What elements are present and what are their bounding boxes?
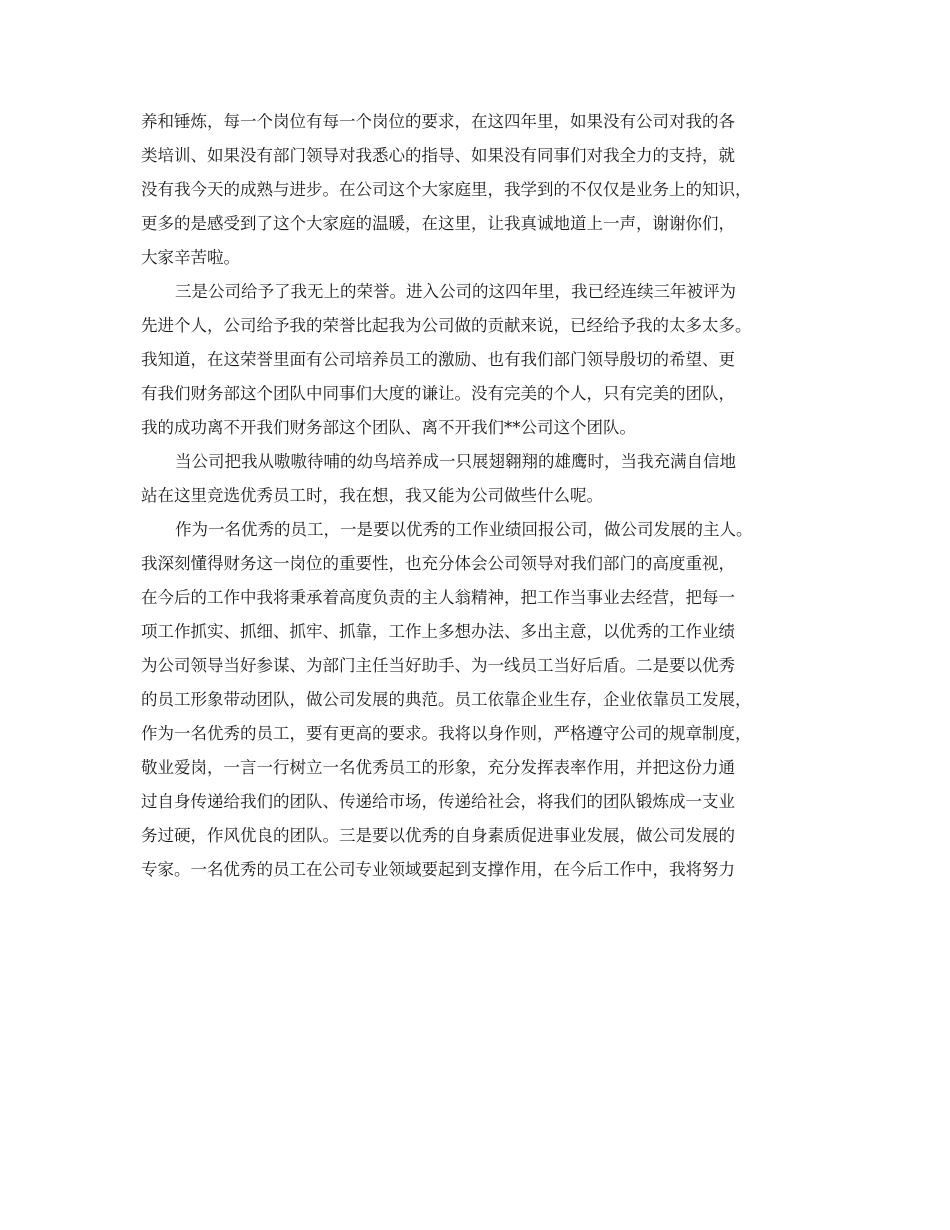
text-line: 过自身传递给我们的团队、传递给市场，传递给社会，将我们的团队锻炼成一支业: [141, 792, 735, 811]
text-line: 我深刻懂得财务这一岗位的重要性，也充分体会公司领导对我们部门的高度重视，: [141, 554, 735, 573]
text-line: 大家辛苦啦。: [141, 248, 240, 267]
text-line: 项工作抓实、抓细、抓牢、抓靠，工作上多想办法、多出主意，以优秀的工作业绩: [141, 622, 735, 641]
text-line: 我的成功离不开我们财务部这个团队、离不开我们**公司这个团队。: [141, 418, 636, 437]
text-line: 的员工形象带动团队，做公司发展的典范。员工依靠企业生存，企业依靠员工发展，: [141, 690, 752, 709]
paragraph-first-line: 三是公司给予了我无上的荣誉。进入公司的这四年里，我已经连续三年被评为: [175, 282, 736, 301]
text-line: 站在这里竞选优秀员工时，我在想，我又能为公司做些什么呢。: [141, 486, 603, 505]
text-line: 敬业爱岗，一言一行树立一名优秀员工的形象，充分发挥表率作用，并把这份力通: [141, 758, 735, 777]
text-line: 没有我今天的成熟与进步。在公司这个大家庭里，我学到的不仅仅是业务上的知识，: [141, 180, 752, 199]
text-line: 类培训、如果没有部门领导对我悉心的指导、如果没有同事们对我全力的支持，就: [141, 146, 735, 165]
text-line: 养和锤炼，每一个岗位有每一个岗位的要求，在这四年里，如果没有公司对我的各: [141, 112, 735, 131]
paragraph-first-line: 当公司把我从嗷嗷待哺的幼鸟培养成一只展翅翱翔的雄鹰时，当我充满自信地: [175, 452, 736, 471]
text-line: 专家。一名优秀的员工在公司专业领域要起到支撑作用，在今后工作中，我将努力: [141, 860, 735, 879]
text-line: 在今后的工作中我将秉承着高度负责的主人翁精神，把工作当事业去经营，把每一: [141, 588, 735, 607]
text-line: 有我们财务部这个团队中同事们大度的谦让。没有完美的个人，只有完美的团队，: [141, 384, 735, 403]
text-line: 务过硬，作风优良的团队。三是要以优秀的自身素质促进事业发展，做公司发展的: [141, 826, 735, 845]
text-line: 更多的是感受到了这个大家庭的温暖，在这里，让我真诚地道上一声，谢谢你们，: [141, 214, 735, 233]
text-line: 我知道，在这荣誉里面有公司培养员工的激励、也有我们部门领导殷切的希望、更: [141, 350, 735, 369]
text-line: 作为一名优秀的员工，要有更高的要求。我将以身作则，严格遵守公司的规章制度，: [141, 724, 752, 743]
text-line: 先进个人，公司给予我的荣誉比起我为公司做的贡献来说，已经给予我的太多太多。: [141, 316, 752, 335]
text-line: 为公司领导当好参谋、为部门主任当好助手、为一线员工当好后盾。二是要以优秀: [141, 656, 735, 675]
paragraph-first-line: 作为一名优秀的员工，一是要以优秀的工作业绩回报公司，做公司发展的主人。: [175, 520, 753, 539]
